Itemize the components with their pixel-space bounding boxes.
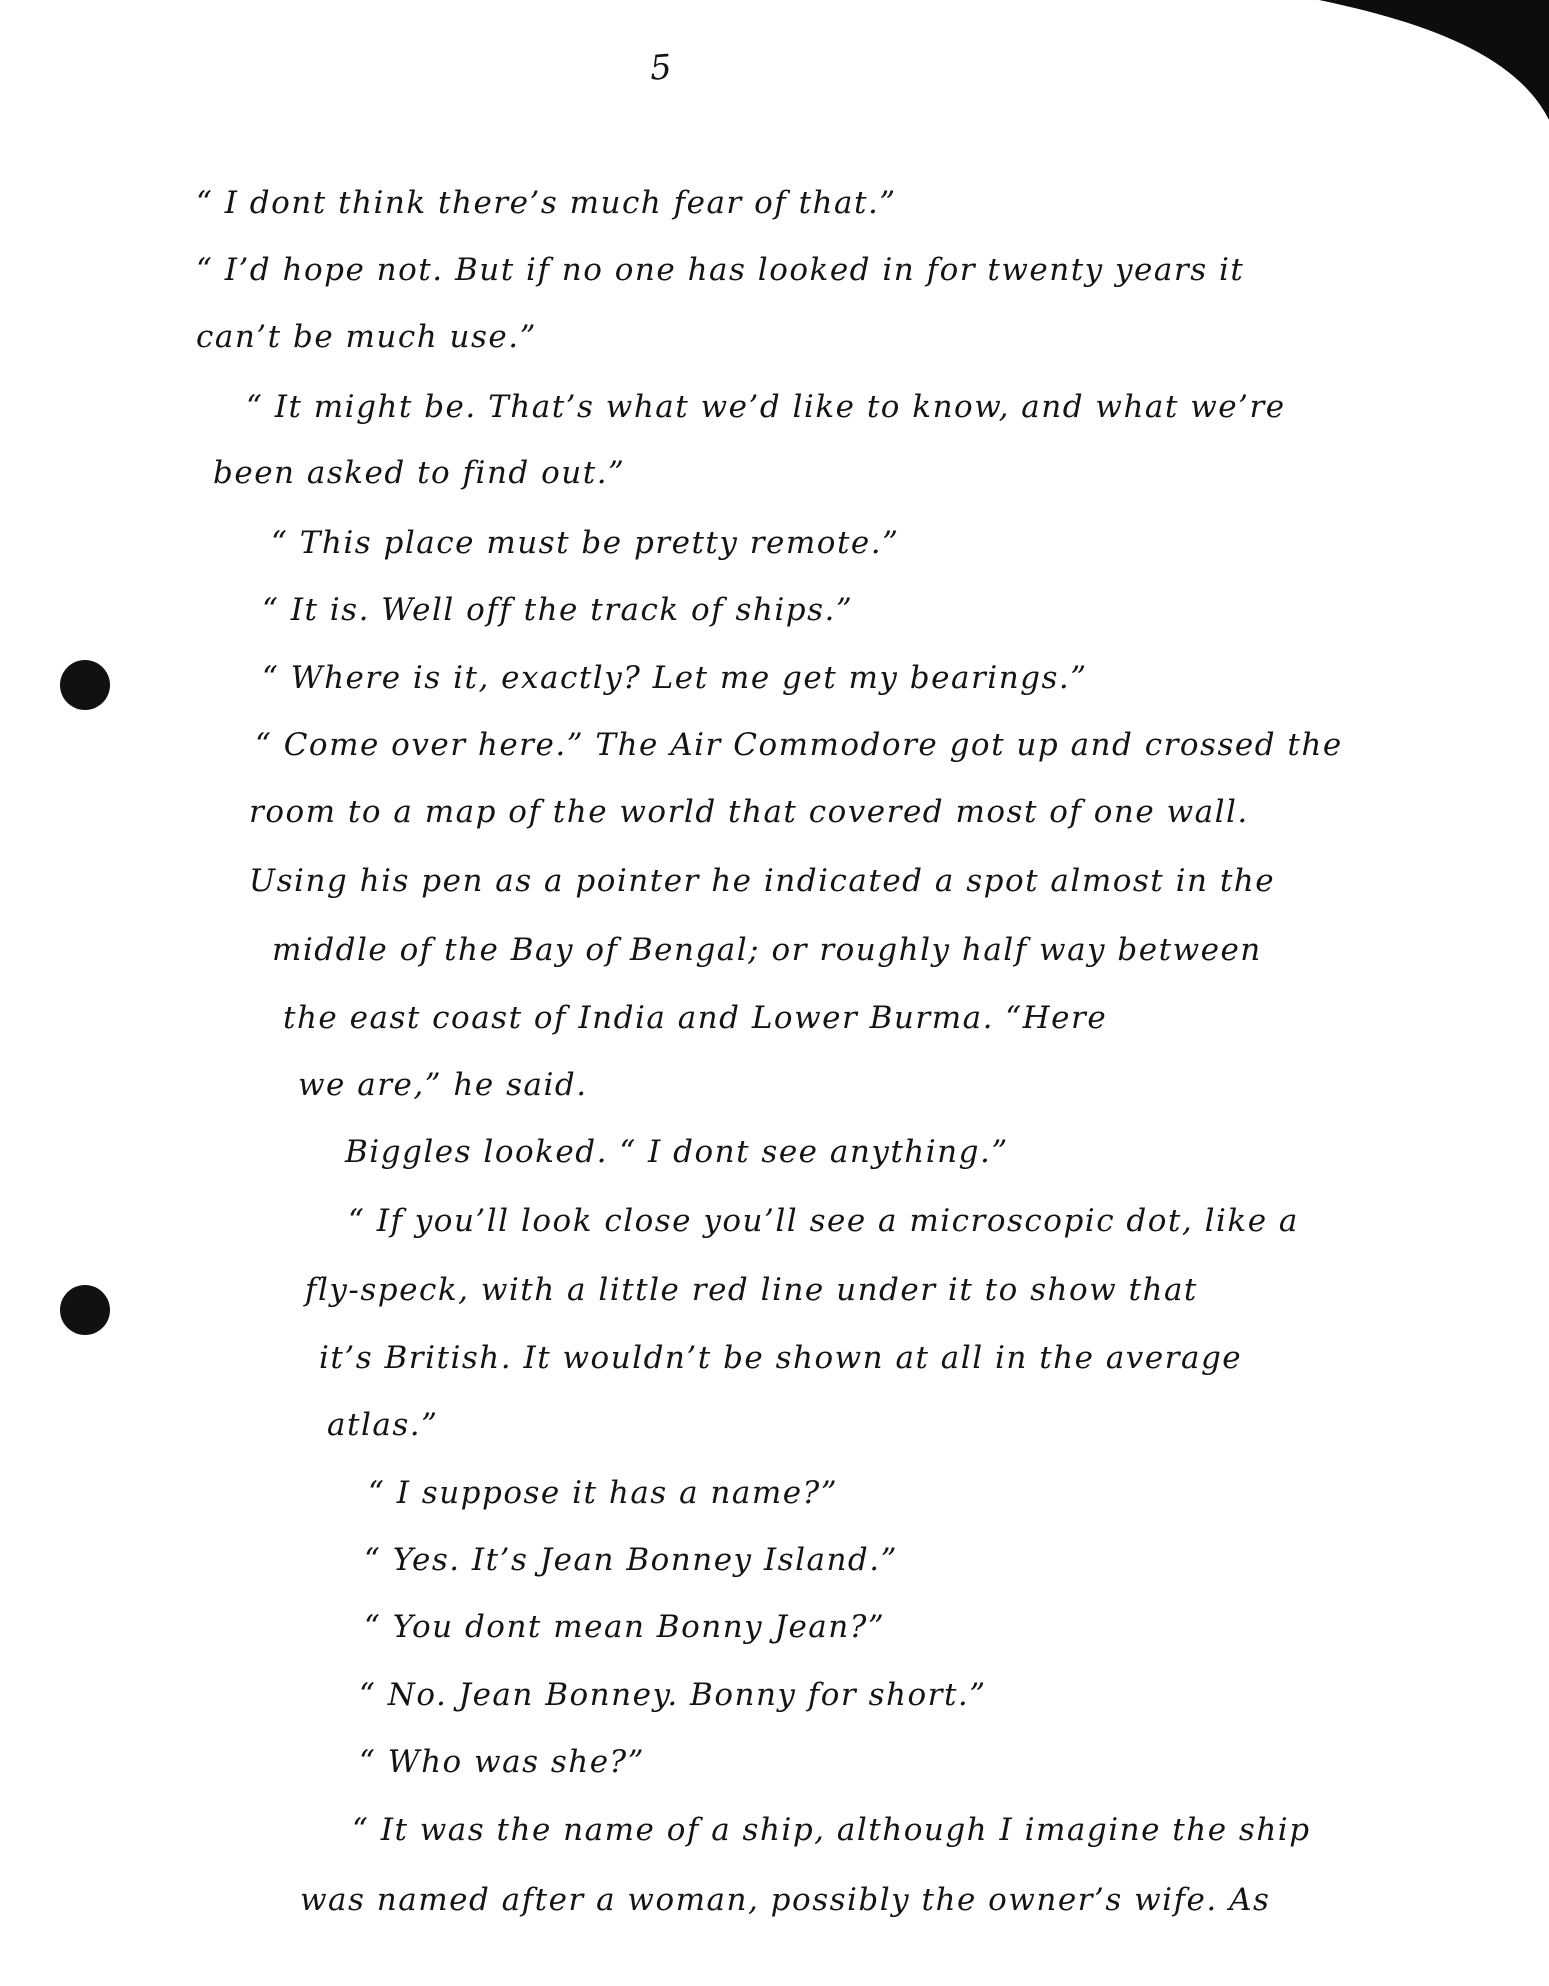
text-line: been asked to find out.” <box>213 455 626 491</box>
text-line: “ It was the name of a ship, although I imagine the ship <box>352 1812 1311 1848</box>
text-line: room to a map of the world that covered most of one wall. <box>249 794 1249 830</box>
text-line: was named after a woman, possibly the owner’s wife. As <box>300 1882 1271 1918</box>
text-line: “ If you’ll look close you’ll see a microscopic dot, like a <box>348 1203 1299 1239</box>
text-line: “ Where is it, exactly? Let me get my bearings.” <box>262 660 1088 696</box>
text-line: “ It might be. That’s what we’d like to know, and what we’re <box>246 389 1286 425</box>
text-line: atlas.” <box>327 1407 439 1443</box>
text-line: we are,” he said. <box>298 1067 588 1103</box>
punch-hole-top <box>60 660 110 710</box>
text-line: “ This place must be pretty remote.” <box>271 525 900 561</box>
text-line: “ Who was she?” <box>359 1744 646 1780</box>
text-line: “ I’d hope not. But if no one has looked in for twenty years it <box>196 252 1245 288</box>
text-line: “ I dont think there’s much fear of that.” <box>196 185 897 221</box>
text-line: “ No. Jean Bonney. Bonny for short.” <box>359 1677 987 1713</box>
text-line: middle of the Bay of Bengal; or roughly half way between <box>272 932 1262 968</box>
page-number: 5 <box>648 47 674 89</box>
text-line: “ It is. Well off the track of ships.” <box>262 592 854 628</box>
text-line: Using his pen as a pointer he indicated a spot almost in the <box>249 863 1276 899</box>
punch-hole-bottom <box>60 1285 110 1335</box>
folded-corner-shadow <box>1319 0 1549 120</box>
text-line: “ I suppose it has a name?” <box>368 1475 839 1511</box>
text-line: “ Come over here.” The Air Commodore got up and crossed the <box>255 727 1343 763</box>
text-line: the east coast of India and Lower Burma. “Here <box>283 1000 1108 1036</box>
text-line: “ Yes. It’s Jean Bonney Island.” <box>364 1542 898 1578</box>
text-line: it’s British. It wouldn’t be shown at all in the average <box>319 1340 1243 1376</box>
text-line: Biggles looked. “ I dont see anything.” <box>345 1134 1009 1170</box>
text-line: fly-speck, with a little red line under it to show that <box>305 1272 1198 1308</box>
text-line: “ You dont mean Bonny Jean?” <box>364 1609 886 1645</box>
text-line: can’t be much use.” <box>196 319 537 355</box>
